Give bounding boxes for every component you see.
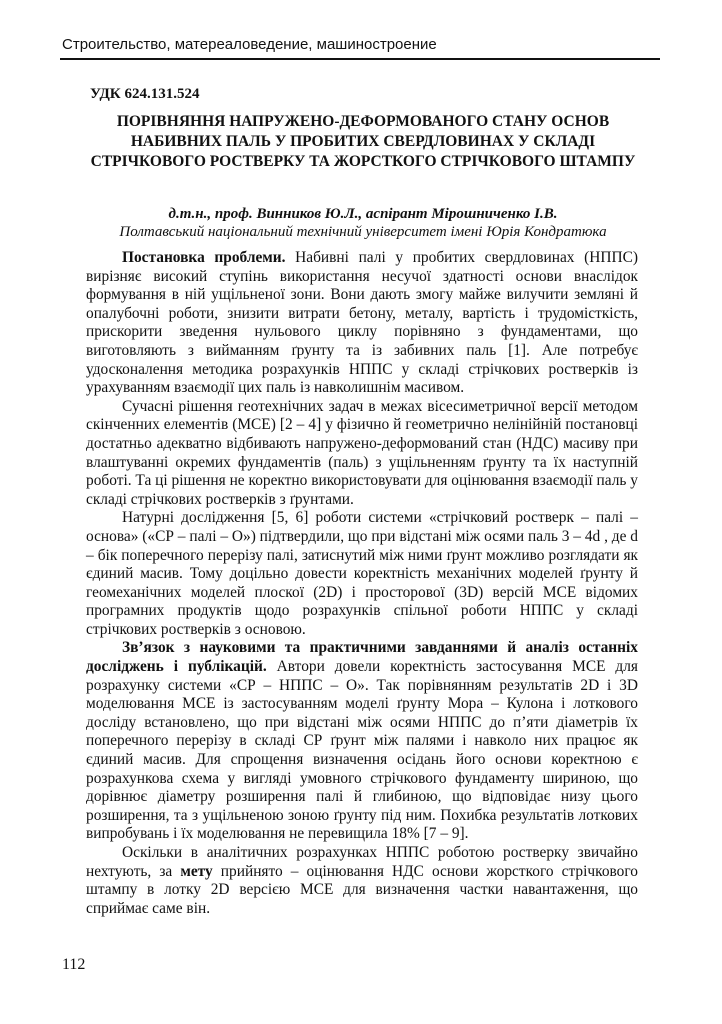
authors: д.т.н., проф. Винников Ю.Л., аспірант Мірошниченко І.В. [168, 206, 558, 222]
affiliation: Полтавський національний технічний університет імені Юрія Кондратюка [119, 224, 607, 240]
paragraph: Сучасні рішення геотехнічних задач в межах вісесиметричної версії методом скінченних елементів (МСЕ) [2 – 4] у фізично й геометрично нелінійній постановці достатньо адекватно відбивають напружено-деформований стан (НДС) масиву при влаштуванні окремих фундаментів (паль) з ущільненням ґрунту та їх наступній роботі. Та ці рішення не коректно використовувати для оцінювання взаємодії паль у складі стрічкових ростверків з ґрунтами. [86, 397, 638, 508]
article-title: ПОРІВНЯННЯ НАПРУЖЕНО-ДЕФОРМОВАНОГО СТАНУ ОСНОВ НАБИВНИХ ПАЛЬ У ПРОБИТИХ СВЕРДЛОВИНАХ У СКЛАДІ СТРІЧКОВОГО РОСТВЕРКУ ТА ЖОРСТКОГО СТРІЧКОВОГО ШТАМПУ [90, 113, 636, 170]
paragraph-goal [86, 844, 638, 918]
paragraph-text: Набивні палі у пробитих свердловинах (НППС) вирізняє високий ступінь використання несучої здатності основи внаслідок формування в ній ущільненої зони. Вони дають змогу майже вилучити земляні й опалубочні роботи, знизити витрати бетону, металу, вартість і трудомісткість, прискорити зведення нульового циклу порівняно з фундаментами, що виготовляють з вийманням ґрунту та із забивних паль [1]. Але потребує удосконалення методика розрахунків НППС у складі стрічкових ростверків із урахуванням взаємодії цих паль із навколишнім масивом. [86, 249, 638, 397]
goal-keyword: мету [180, 862, 213, 880]
paragraph: Натурні дослідження [5, 6] роботи системи «стрічковий ростверк – палі – основа» («СР – палі – О») підтвердили, що при відстані між осями паль 3 – 4d , де d – бік поперечного перерізу палі, затиснутий між ними ґрунт можливо розглядати як єдиний масив. Тому доцільно довести коректність механічних моделей ґрунту й геомеханічних моделей плоскої (2D) і просторової (3D) версій МСЕ відомих програмних продуктів щодо розрахунків спільної роботи НППС у складі стрічкових ростверків з основою. [86, 509, 638, 638]
udk-code: УДК 624.131.524 [90, 86, 200, 102]
page-number: 112 [62, 956, 86, 973]
section-lead: Зв’язок з науковими та практичними завданнями й аналіз останніх досліджень і публікацій. [86, 639, 638, 676]
section-lead: Постановка проблеми. [122, 249, 286, 266]
paragraph-problem-statement [86, 249, 638, 398]
paragraph-text: Оскільки в аналітичних розрахунках НППС роботою ростверку звичайно нехтують, за [86, 844, 638, 880]
paragraph-text: прийнято – оцінювання НДС основи жорсткого стрічкового штампу в лотку 2D версією МСЕ для визначення частки навантаження, що сприймає саме він. [86, 862, 638, 917]
paragraph-text: Автори довели коректність застосування МСЕ для розрахунку системи «СР – НППС – О». Так порівнянням результатів 2D і 3D моделювання МСЕ із застосуванням моделі ґрунту Мора – Кулона і лоткового досліду встановлено, що при відстані між осями НППС до п’яти діаметрів їх поперечного перерізу в складі СР ґрунт між палями і навколо них працює як єдиний масив. Для спрощення визначення осідань його основи коректною є розрахункова схема у вигляді умовного стрічкового фундаменту шириною, що дорівнює діаметру розширення палі й глибиною, що відповідає низу цього розширення, та з ущільненою зоною ґрунту під ним. Похибка результатів лоткових випробувань і їх моделювання не перевищила 18% [7 – 9]. [86, 658, 639, 843]
author-block [70, 205, 656, 241]
article-body [86, 249, 638, 918]
header-rule [60, 58, 660, 60]
running-head: Строительство, матереаловедение, машиностроение [62, 36, 437, 53]
paragraph-related-work [86, 639, 638, 844]
